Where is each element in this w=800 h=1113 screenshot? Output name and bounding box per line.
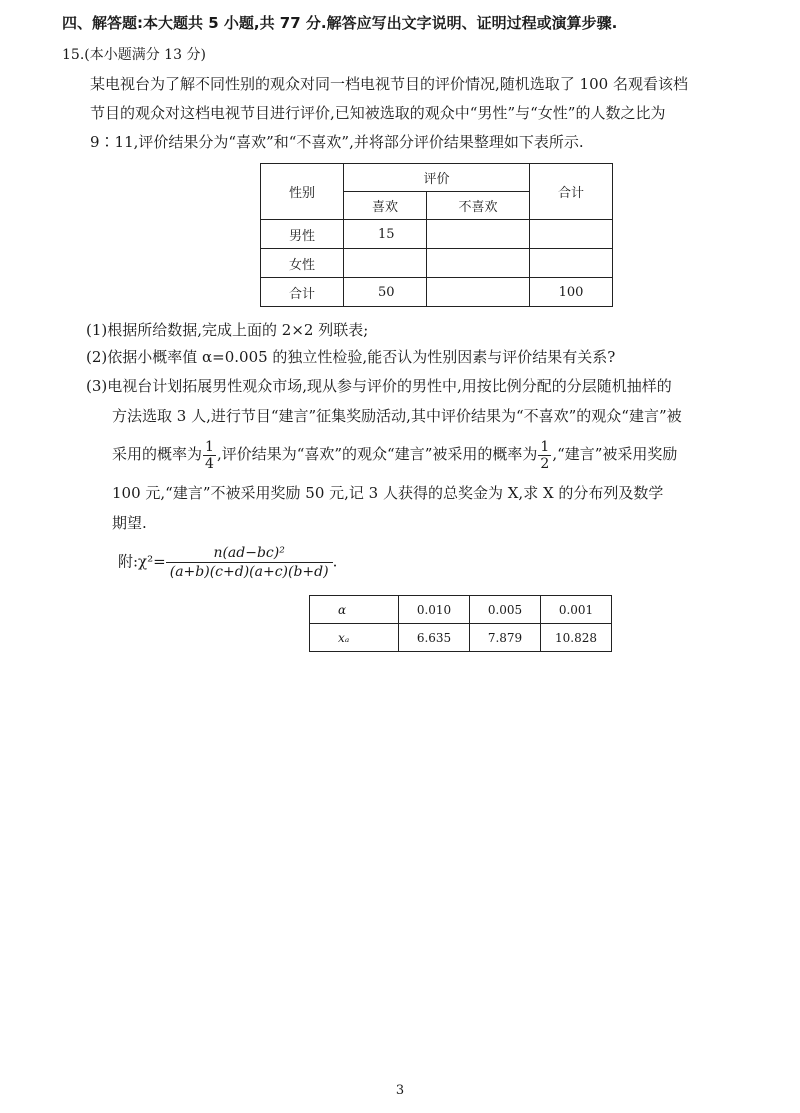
critical-value: 6.635 — [399, 624, 470, 652]
subquestion-3-line: (3)电视台计划拓展男性观众市场,现从参与评价的男性中,用按比例分配的分层随机抽样的 — [86, 377, 672, 395]
intro-line: 节目的观众对这档电视节目进行评价,已知被选取的观众中“男性”与“女性”的人数之比为 — [90, 104, 666, 122]
row-label: 男性 — [261, 220, 344, 249]
text-run: ,“建言”被采用奖励 — [552, 445, 678, 463]
fraction-one-half — [538, 439, 551, 472]
chi-square-formula — [118, 545, 337, 580]
row-label: 女性 — [261, 249, 344, 278]
question-header: 15.(本小题满分 13 分) — [62, 47, 206, 63]
like-header-cell: 喜欢 — [344, 192, 427, 220]
subquestion-1: (1)根据所给数据,完成上面的 2×2 列联表; — [86, 321, 369, 339]
fraction-denominator: 4 — [205, 455, 214, 472]
total-header-cell: 合计 — [530, 164, 613, 220]
cell-male-dislike — [427, 220, 530, 249]
text-run: ,评价结果为“喜欢”的观众“建言”被采用的概率为 — [216, 445, 538, 463]
cell-male-like: 15 — [344, 220, 427, 249]
subquestion-2: (2)依据小概率值 α=0.005 的独立性检验,能否认为性别因素与评价结果有关系? — [86, 348, 616, 366]
text-run: 采用的概率为 — [112, 445, 203, 463]
fraction-numerator: 1 — [540, 438, 550, 455]
question-intro — [90, 70, 790, 157]
section-title: 四、解答题:本大题共 5 小题,共 77 分.解答应写出文字说明、证明过程或演算步骤. — [62, 14, 618, 32]
alpha-value: 0.010 — [399, 596, 470, 624]
group-header-cell: 评价 — [344, 164, 530, 192]
critical-value: 7.879 — [470, 624, 541, 652]
alpha-value: 0.005 — [470, 596, 541, 624]
intro-line: 9∶11,评价结果分为“喜欢”和“不喜欢”,并将部分评价结果整理如下表所示. — [90, 133, 584, 151]
intro-line: 某电视台为了解不同性别的观众对同一档电视节目的评价情况,随机选取了 100 名观看该档 — [90, 75, 688, 93]
cell-total-like: 50 — [344, 278, 427, 307]
alpha-label: α — [310, 596, 399, 624]
subquestion-3-line — [112, 431, 682, 477]
fraction-numerator: 1 — [205, 438, 214, 455]
cell-female-total — [530, 249, 613, 278]
formula-numerator: n(ad−bc)² — [166, 545, 333, 563]
critical-value-table — [309, 595, 612, 652]
formula-denominator: (a+b)(c+d)(a+c)(b+d) — [169, 564, 329, 580]
cell-female-dislike — [427, 249, 530, 278]
x-alpha-label: xₐ — [310, 624, 399, 652]
cell-total-dislike — [427, 278, 530, 307]
formula-suffix: . — [332, 552, 338, 571]
page-number: 3 — [395, 1083, 405, 1098]
subquestion-3-line: 方法选取 3 人,进行节目“建言”征集奖励活动,其中评价结果为“不喜欢”的观众“建言”被 — [112, 407, 682, 425]
contingency-table — [260, 163, 613, 307]
fraction-denominator: 2 — [540, 455, 550, 472]
corner-cell: 性别 — [261, 164, 344, 220]
subquestions — [86, 317, 682, 537]
subquestion-3-line: 100 元,“建言”不被采用奖励 50 元,记 3 人获得的总奖金为 X,求 X 的分布列及数学 — [112, 484, 664, 502]
formula-fraction — [166, 545, 333, 580]
dislike-header-cell: 不喜欢 — [427, 192, 530, 220]
alpha-value: 0.001 — [541, 596, 612, 624]
cell-total-total: 100 — [530, 278, 613, 307]
formula-prefix: 附:χ²= — [118, 552, 166, 571]
fraction-one-quarter — [203, 439, 216, 472]
subquestion-3-line: 期望. — [112, 514, 147, 532]
cell-male-total — [530, 220, 613, 249]
row-label: 合计 — [261, 278, 344, 307]
critical-value: 10.828 — [541, 624, 612, 652]
cell-female-like — [344, 249, 427, 278]
